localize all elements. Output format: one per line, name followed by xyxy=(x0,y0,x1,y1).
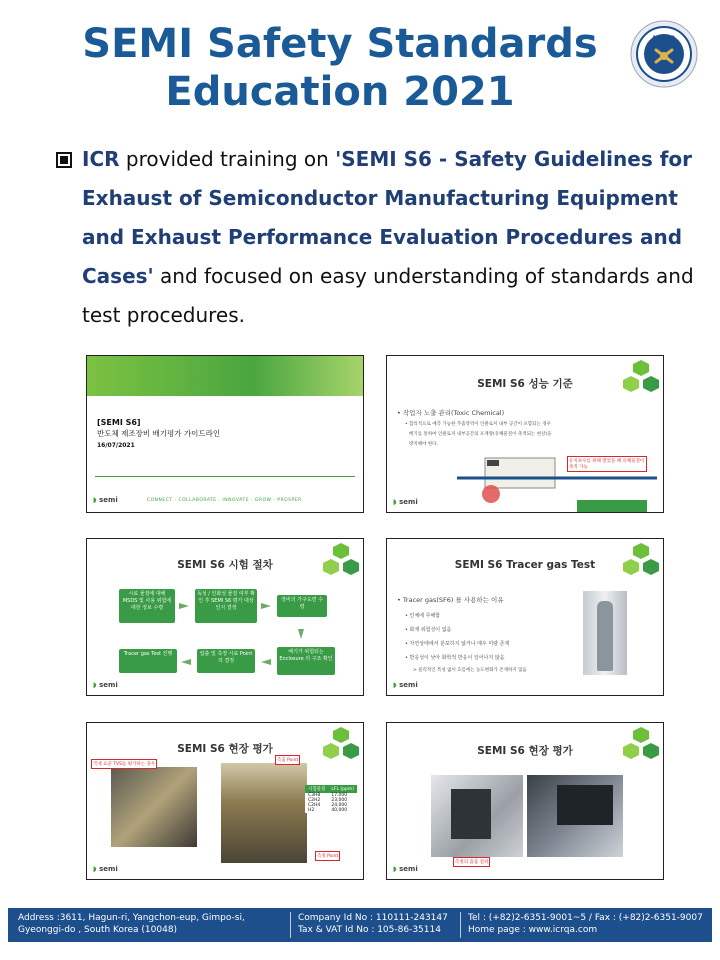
footer-company-id: Company Id No : 110111-243147 xyxy=(298,913,448,923)
slide3-title: SEMI S6 시험 절차 xyxy=(177,559,273,571)
slide4-item-3: • 자연상태에서 분포하지 않거나 매우 미량 존재 xyxy=(405,641,510,647)
slide2-line2: 배기를 통하여 인클로저 내부공간의 포계량(유해물질이 축적되는 현상)을 xyxy=(409,432,552,437)
slide1-tagline: CONNECT · COLLABORATE · INNOVATE · GROW · PROSPER xyxy=(147,498,302,503)
footer-tax-id: Tax & VAT Id No : 105-86-35114 xyxy=(298,925,441,935)
icr-seal-logo xyxy=(630,20,698,88)
table-row: C2H4 24,000 xyxy=(308,803,348,808)
semi-logo: ◗ semi xyxy=(93,681,118,689)
flow-arrows xyxy=(87,539,364,696)
semi-logo: ◗ semi xyxy=(93,496,118,504)
slide4-bullet: • Tracer gas(SF6) 를 사용하는 이유 xyxy=(397,596,504,604)
slide4-title: SEMI S6 Tracer gas Test xyxy=(454,559,596,571)
step-box-4: 배기가 위험되는 Enclosure 의 구조 확인 xyxy=(277,647,335,675)
table-row: C3H8 17,000 xyxy=(308,793,348,798)
slide2-bullet: • 작업자 노출 관리(Toxic Chemical) xyxy=(397,409,505,417)
slide5-tag-top: 측출 Point xyxy=(275,755,300,765)
slide4-sub: > 물리적인 특성 없이 흐름에는 농도변화가 존재하지 않음 xyxy=(413,668,527,673)
slide2-line1: • 합리적으로 예측 가능한 추출영역이 인클로저 내부 공간이 포함되는 경우 xyxy=(405,422,551,427)
step-box-5: 압출 및 측정 시료 Point 의 결정 xyxy=(197,649,255,673)
footer-tel: Tel : (+82)2-6351-9001~5 / Fax : (+82)2-6351-9007 xyxy=(468,913,703,923)
step-box-1: 시료 물질에 대해 MSDS 및 사용 위험에 대한 정보 수령 xyxy=(119,589,175,623)
green-banner xyxy=(87,356,363,396)
slide5-tag-left: 국제 표준 TVS를 평가하는 경우 xyxy=(91,759,157,769)
slide6-tag: 측정의 흡출 점위 xyxy=(453,857,490,867)
svg-text:I C R: I C R xyxy=(652,35,676,45)
checkbox-bullet-icon xyxy=(56,152,72,168)
slide-thumbnail-1 xyxy=(86,355,364,513)
slide4-item-2: • 화재 위험성이 없음 xyxy=(405,627,452,633)
step-box-2: 독성 / 인화성 물질 여부 확인 후 SEMI S6 평가 대상인지 결정 xyxy=(195,589,257,623)
semi-logo: ◗ semi xyxy=(393,498,418,506)
slide-thumbnail-5 xyxy=(86,722,364,880)
slide4-item-4: • 반응성이 낮아 화학적 반응이 일어나지 않음 xyxy=(405,655,505,661)
lfl-table xyxy=(305,785,357,813)
slide-thumbnail-6 xyxy=(386,722,664,880)
slide5-title: SEMI S6 현장 평가 xyxy=(177,743,273,755)
page-title-line2: Education 2021 xyxy=(165,69,515,115)
intro-paragraph xyxy=(56,140,696,335)
table-header-cell: LFL (ppm) xyxy=(331,786,355,792)
slide2-line3: 방지해야 한다. xyxy=(409,442,438,447)
footer-company xyxy=(298,912,448,936)
gas-cylinder-photo xyxy=(583,591,627,675)
slide-thumbnail-4 xyxy=(386,538,664,696)
slide4-item-1: • 인체에 무해함 xyxy=(405,613,441,619)
slide2-title: SEMI S6 성능 기준 xyxy=(477,378,573,390)
semi-logo: ◗ semi xyxy=(93,865,118,873)
table-header-row xyxy=(305,785,357,793)
intro-part1: provided training on xyxy=(119,147,336,171)
page-title-line1: SEMI Safety Standards xyxy=(82,21,598,67)
slide-thumbnail-2 xyxy=(386,355,664,513)
footer-address-line2: Gyeonggi-do , South Korea (10048) xyxy=(18,925,178,935)
table-row: C2H2 23,000 xyxy=(308,798,348,803)
slide-thumbnail-3 xyxy=(86,538,364,696)
divider xyxy=(95,476,355,477)
step-box-3: 장비의 가구도면 수령 xyxy=(277,595,327,617)
slide5-tag-bottom: 측정 Point xyxy=(315,851,340,861)
intro-highlight: 'SEMI S6 - Safety Guidelines for Exhaust of Semiconductor Manufacturing Equipment and Exhaust Performance Evaluation Procedures and Cases' xyxy=(82,147,693,288)
equipment-photo-left xyxy=(111,767,197,847)
intro-icr: ICR xyxy=(82,147,120,171)
footer-contact xyxy=(468,912,703,936)
footer-address-line1: Address :3611, Hagun-ri, Yangchon-eup, Gimpo-si, xyxy=(18,913,245,923)
intro-part2: and focused on easy understanding of standards and test procedures. xyxy=(82,264,694,327)
table-header-cell: 시험물질 xyxy=(308,787,326,792)
slide1-date: 16/07/2021 xyxy=(97,442,135,449)
footer-homepage[interactable]: Home page : www.icrqa.com xyxy=(468,925,598,935)
slide2-note: 유지보수를 위해 열었을 때 유해물질이 축적 가능 xyxy=(567,456,647,472)
semi-logo: ◗ semi xyxy=(393,865,418,873)
test-photo-right xyxy=(527,775,623,857)
footer-divider xyxy=(460,912,461,938)
slide1-subtitle: 반도체 제조장비 배기평가 가이드라인 xyxy=(97,429,221,438)
footer-divider xyxy=(290,912,291,938)
slide6-title: SEMI S6 현장 평가 xyxy=(477,745,573,757)
equipment-photo-right xyxy=(221,763,307,863)
table-row: H2 40,000 xyxy=(308,808,348,813)
semi-logo: ◗ semi xyxy=(393,681,418,689)
footer-bar xyxy=(8,908,712,942)
step-box-6: Tracer gas Test 진행 xyxy=(119,649,177,673)
page-title xyxy=(60,20,620,116)
slide1-tag: [SEMI S6] xyxy=(97,418,141,427)
footer-address xyxy=(18,912,245,936)
test-photo-left xyxy=(431,775,523,857)
